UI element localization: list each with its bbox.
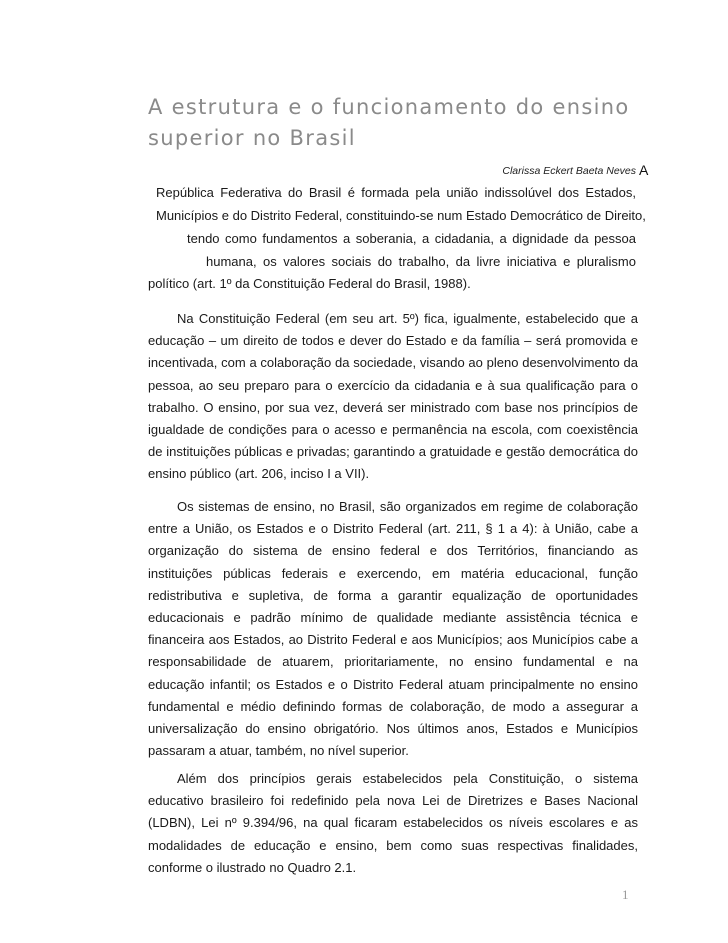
author-name: Clarissa Eckert Baeta Neves [502,165,636,177]
document-title: A estrutura e o funcionamento do ensino superior no Brasil [148,95,630,150]
intro-line-3: tendo como fundamentos a soberania, a cidadania, a dignidade da pessoa [187,231,636,246]
drop-cap: A [639,162,649,178]
intro-line-4: humana, os valores sociais do trabalho, da livre iniciativa e pluralismo [206,254,636,269]
page-number: 1 [622,887,629,902]
paragraph-ldbn: Além dos princípios gerais estabelecidos pela Constituição, o sistema educativo brasileiro foi redefinido pela nova Lei de Diretrizes e Bases Nacional (LDBN), Lei nº 9.394/96, na qual ficaram estabelecidos os níveis escolares e as modalidades de educação e ensino, bem como suas respectivas finalidades, conforme o ilustrado no Quadro 2.1. [148,771,638,875]
paragraph-constitution: Na Constituição Federal (em seu art. 5º) fica, igualmente, estabelecido que a educação – um direito de todos e dever do Estado e da família – será promovida e incentivada, com a colaboração da sociedade, visando ao pleno desenvolvimento da pessoa, ao seu preparo para o exercício da cidadania e à sua qualificação para o trabalho. O ensino, por sua vez, deverá ser ministrado com base nos princípios de igualdade de condições para o acesso e permanência na escola, com coexistência de instituições públicas e privadas; garantindo a gratuidade e gestão democrática do ensino público (art. 206, inciso I a VII). [148,311,638,482]
intro-line-2: Municípios e do Distrito Federal, constituindo-se num Estado Democrático de Direito, [156,208,646,223]
intro-last-line: político (art. 1º da Constituição Federal do Brasil, 1988). [148,276,471,291]
intro-line-1: República Federativa do Brasil é formada pela união indissolúvel dos Estados, [156,185,636,200]
paragraph-systems: Os sistemas de ensino, no Brasil, são organizados em regime de colaboração entre a União, os Estados e o Distrito Federal (art. 211, § 1 a 4): à União, cabe a organização do sistema de ensino federal e dos Territórios, financiando as instituições públicas federais e exercendo, em matéria educacional, função redistributiva e supletiva, de forma a garantir equalização de oportunidades educacionais e padrão mínimo de qualidade mediante assistência técnica e financeira aos Estados, ao Distrito Federal e aos Municípios; aos Municípios cabe a responsabilidade de atuarem, prioritariamente, no ensino fundamental e na educação infantil; os Estados e o Distrito Federal atuam principalmente no ensino fundamental e médio definindo formas de colaboração, de modo a assegurar a universalização do ensino obrigatório. Nos últimos anos, Estados e Municípios passaram a atuar, também, no nível superior. [148,499,638,759]
